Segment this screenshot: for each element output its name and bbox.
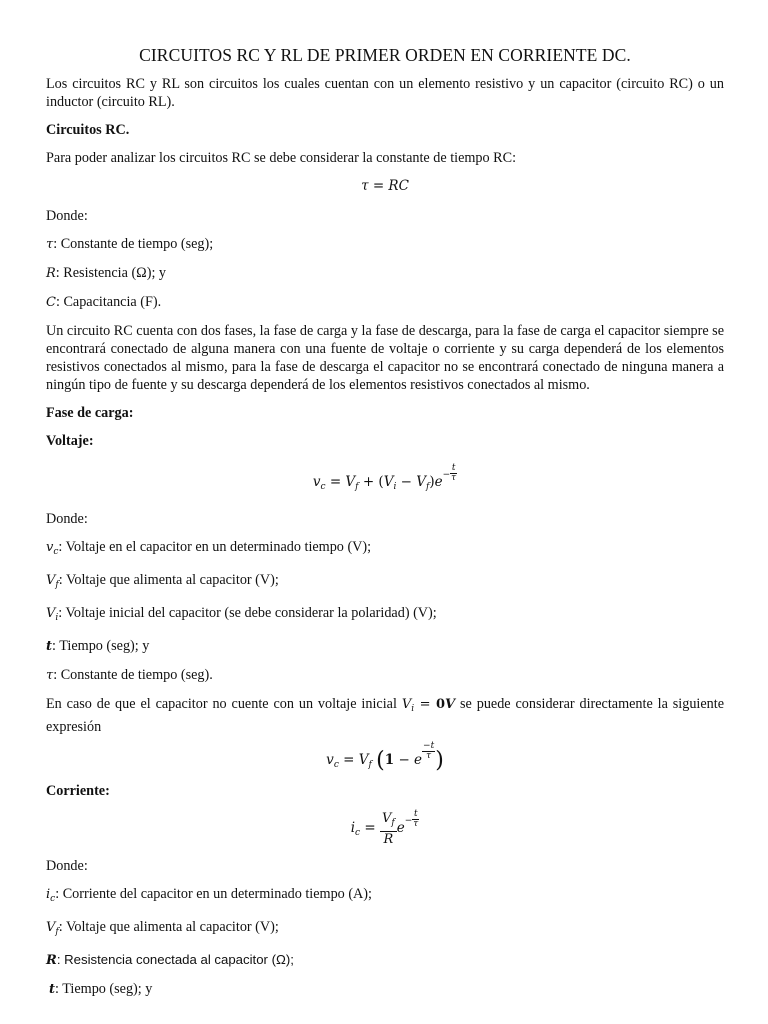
heading-fase-carga: Fase de carga:	[46, 405, 134, 421]
case-text-after: se puede considerar directamente la siguiente expresión	[46, 696, 725, 735]
definition-t-2	[46, 980, 724, 999]
rc-lead-paragraph: Para poder analizar los circuitos RC se debe considerar la constante de tiempo RC:	[46, 150, 517, 166]
rc-description-paragraph: Un circuito RC cuenta con dos fases, la fase de carga y la fase de descarga, para la fase de carga el capacitor siempre se encontrará conectado de alguna manera con una fuente de voltaje o corriente y su carga dependerá de los elementos resistivos conectados al mismo, para la fase de descarga el capacitor no se encontrará conectado de ninguna manera a ningún tipo de fuente y su descarga dependerá de los elementos resistivos conectados al mismo.	[46, 323, 724, 393]
definition-text: : Tiempo (seg); y	[52, 638, 150, 654]
definition-vf-2	[46, 918, 724, 941]
symbol-t: t	[46, 639, 53, 654]
page-title: CIRCUITOS RC Y RL DE PRIMER ORDEN EN CORRIENTE DC.	[139, 45, 631, 65]
donde-label: Donde:	[46, 511, 88, 527]
heading-corriente: Corriente:	[46, 783, 110, 799]
inline-equation-vi-zero: $V_i = 0V$	[401, 697, 456, 714]
definition-text: : Constante de tiempo (seg);	[53, 236, 214, 252]
symbol-tau: τ	[46, 237, 54, 252]
intro-paragraph: Los circuitos RC y RL son circuitos los cuales cuentan con un elemento resistivo y un capacitor (circuito RC) o un inductor (circuito RL).	[46, 76, 724, 110]
definition-text: : Voltaje en el capacitor en un determinado tiempo (V);	[58, 539, 372, 555]
equation-charging-voltage-zero-initial: $v_c = V_f$ (1 − e $\frac{-t}{\tau}$ )	[326, 741, 444, 773]
definition-text: : Resistencia conectada al capacitor (Ω);	[56, 951, 294, 967]
definition-vi	[46, 604, 724, 627]
symbol-vf: $V_f$	[46, 919, 59, 937]
donde-label: Donde:	[46, 208, 88, 224]
symbol-vi: $V_i$	[46, 606, 59, 623]
definition-r	[46, 264, 724, 283]
case-text-before: En caso de que el capacitor no cuente con un voltaje inicial	[46, 696, 397, 712]
definition-r-2	[46, 951, 724, 970]
definition-tau	[46, 235, 724, 254]
definition-vf	[46, 571, 724, 594]
definition-text: : Voltaje inicial del capacitor (se debe considerar la polaridad) (V);	[58, 605, 437, 621]
definition-text: : Voltaje que alimenta al capacitor (V);	[58, 572, 279, 588]
equation-charging-current: $i_c$ = $\frac{V_f}{R}$ e− $\frac{t}{\tau}$	[350, 809, 419, 847]
donde-label: Donde:	[46, 857, 88, 874]
definition-text: : Capacitancia (F).	[55, 294, 162, 310]
definition-text: : Voltaje que alimenta al capacitor (V);	[58, 918, 279, 935]
initial-voltage-paragraph	[46, 695, 724, 736]
definition-text: : Tiempo (seg); y	[55, 980, 153, 997]
heading-circuitos-rc: Circuitos RC.	[46, 122, 130, 138]
definition-text: : Resistencia (Ω); y	[55, 265, 167, 281]
definition-tau-2	[46, 666, 724, 685]
symbol-tau: τ	[46, 668, 54, 683]
symbol-r: R	[46, 266, 56, 281]
definition-text: : Constante de tiempo (seg).	[53, 667, 213, 683]
equation-charging-voltage: $v_c = V_f + (V_i - V_f)e-$ $\frac{t}{\tau}$	[312, 463, 457, 492]
equation-time-constant	[46, 177, 724, 195]
definition-text: : Corriente del capacitor en un determinado tiempo (A);	[55, 885, 372, 902]
definition-vc	[46, 538, 724, 561]
equation-tau-rc: τ = RC	[361, 178, 409, 194]
definition-ic	[46, 885, 724, 908]
symbol-vc: $v_c$	[46, 540, 59, 557]
definition-t	[46, 637, 724, 656]
symbol-ic: $i_c$	[46, 886, 56, 904]
symbol-c: C	[46, 295, 56, 310]
definition-c	[46, 293, 724, 312]
symbol-t: t	[49, 981, 56, 997]
symbol-r: R	[46, 952, 57, 968]
heading-voltaje: Voltaje:	[46, 433, 94, 449]
symbol-vf: $V_f$	[46, 573, 59, 590]
